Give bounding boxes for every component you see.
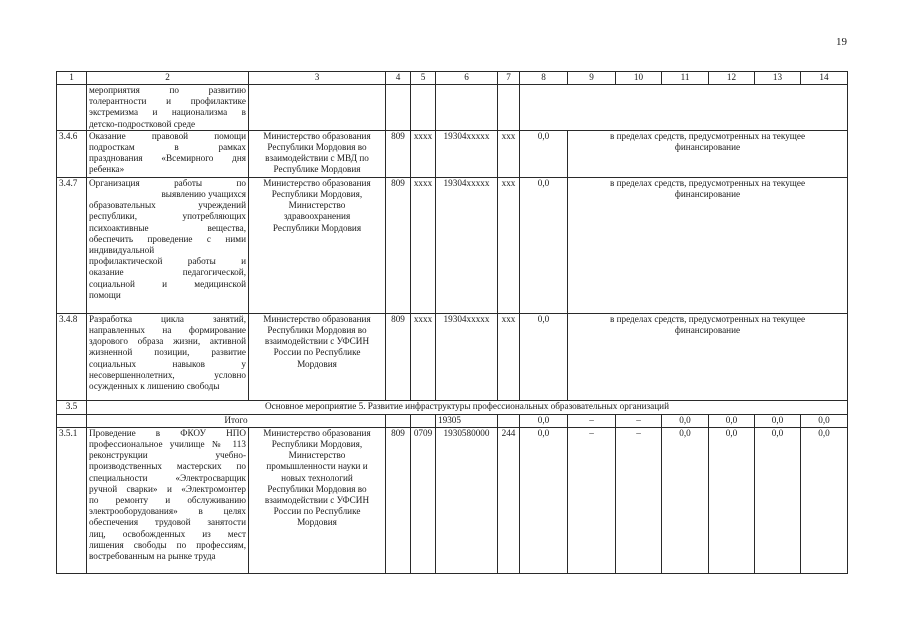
note-line: в пределах средств, предусмотренных на текущее: [609, 313, 806, 324]
cell-rzpr: хххх: [411, 177, 436, 313]
col-header-2: 2: [87, 72, 249, 85]
executor-line: Республики Мордовия,: [271, 439, 363, 450]
cell-grbs: 809: [386, 313, 411, 400]
desc-line: детско-подростковой среде: [89, 118, 196, 129]
note-line: в пределах средств, предусмотренных на текущее: [609, 177, 806, 188]
desc-line: мероприятия по развитию: [89, 85, 246, 95]
executor-line: новых технологий: [281, 472, 353, 483]
note-line: в пределах средств, предусмотренных на текущее: [609, 130, 806, 141]
desc-line: обеспечить проведение с ними: [89, 233, 246, 244]
desc-line: оказание педагогической,: [89, 267, 246, 278]
cell-total: 0,0: [520, 313, 568, 400]
executor-line: Министерство образования: [263, 130, 371, 141]
desc-line: образовательных учреждений: [89, 200, 246, 211]
cell-total: 0,0: [520, 414, 568, 427]
desc-line: направленных на формирование: [89, 325, 246, 336]
desc-line: ручной сварки» и «Электромонтер: [89, 483, 246, 494]
desc-line: празднования «Всемирного дня: [89, 153, 246, 164]
desc-line: лишения свободы по профессиям,: [89, 539, 246, 550]
row-description: [87, 85, 249, 131]
desc-line: толерантности и профилактике: [89, 96, 246, 107]
desc-line: выявлению учащихся: [161, 189, 246, 200]
note-line: финансирование: [674, 325, 741, 336]
row-executor: [249, 427, 386, 573]
desc-line: республики, употребляющих: [89, 211, 246, 222]
col-header-9: 9: [568, 72, 616, 85]
cell-vr: ххх: [498, 130, 520, 177]
table-row-3-5-1: [57, 427, 848, 573]
col-header-14: 14: [801, 72, 848, 85]
row-number: 3.4.8: [57, 313, 87, 400]
desc-line: здорового образа жизни, активной: [89, 336, 246, 347]
row-description: [87, 177, 249, 313]
cell-total: 0,0: [520, 177, 568, 313]
row-description: [87, 130, 249, 177]
cell-year-4: 0,0: [709, 427, 755, 573]
col-header-11: 11: [662, 72, 709, 85]
desc-line: востребованным на рынке труда: [89, 551, 216, 562]
cell-year-4: 0,0: [709, 414, 755, 427]
row-number: 3.4.7: [57, 177, 87, 313]
cell-vr: ххх: [498, 177, 520, 313]
cell-year-6: 0,0: [801, 414, 848, 427]
page-number: 19: [836, 36, 847, 48]
executor-line: Министерство: [288, 200, 346, 211]
row-number: [57, 85, 87, 131]
cell-year-6: 0,0: [801, 427, 848, 573]
col-header-13: 13: [755, 72, 801, 85]
desc-line: индивидуальной: [89, 245, 155, 256]
col-header-6: 6: [436, 72, 498, 85]
executor-line: Республики Мордовия во: [267, 142, 367, 153]
desc-line: подросткам в рамках: [89, 142, 246, 153]
cell-vr: 244: [498, 427, 520, 573]
executor-line: Мордовия: [297, 358, 337, 369]
desc-line: профилактической работы и: [89, 256, 246, 267]
table-row-itogo: [57, 414, 848, 427]
desc-line: лиц, освобожденных из мест: [89, 528, 246, 539]
cell-rzpr: 0709: [411, 427, 436, 573]
executor-line: взаимодействии с МВД по: [265, 153, 369, 164]
desc-line: реконструкции учебно-: [89, 450, 246, 461]
executor-line: Министерство образования: [263, 313, 371, 324]
header-row: [57, 72, 848, 85]
financing-note: [568, 130, 848, 177]
cell-year-1: –: [568, 414, 616, 427]
cell-year-5: 0,0: [755, 427, 801, 573]
desc-line: электрооборудования» в целях: [89, 506, 246, 517]
row-number: 3.5: [57, 400, 87, 414]
executor-line: Республики Мордовия,: [271, 189, 363, 200]
desc-line: Оказание правовой помощи: [89, 130, 246, 141]
cell-grbs: 809: [386, 130, 411, 177]
cell-grbs: 809: [386, 177, 411, 313]
desc-line: социальных навыков у: [89, 358, 246, 369]
executor-line: Министерство образования: [263, 177, 371, 188]
cell-csr: 19305: [436, 414, 498, 427]
cell-year-3: 0,0: [662, 427, 709, 573]
row-number: 3.4.6: [57, 130, 87, 177]
section-title: Основное мероприятие 5. Развитие инфраструктуры профессиональных образовательных организаций: [87, 400, 848, 414]
row-number: 3.5.1: [57, 427, 87, 573]
col-header-5: 5: [411, 72, 436, 85]
cell-vr: ххх: [498, 313, 520, 400]
cell-total: 0,0: [520, 427, 568, 573]
executor-line: взаимодействии с УФСИН: [264, 495, 370, 506]
executor-line: Министерство образования: [263, 427, 371, 438]
cell-year-5: 0,0: [755, 414, 801, 427]
executor-line: промышленности науки и: [266, 461, 368, 472]
executor-line: Республики Мордовия во: [267, 325, 367, 336]
row-executor: [249, 130, 386, 177]
note-line: финансирование: [674, 142, 741, 153]
cell-rzpr: хххх: [411, 313, 436, 400]
executor-line: Республике Мордовия: [273, 164, 361, 175]
total-label: Итого: [87, 414, 386, 427]
table-row-3-4-6: [57, 130, 848, 177]
desc-line: психоактивные вещества,: [89, 222, 246, 233]
desc-line: экстремизма и национализма в: [89, 107, 246, 118]
row-executor: [249, 313, 386, 400]
desc-line: осужденных к лишению свободы: [89, 381, 220, 392]
row-description: [87, 427, 249, 573]
cell-csr: 19304ххххх: [436, 130, 498, 177]
desc-line: профессиональное училище № 113: [89, 439, 246, 450]
desc-line: Проведение в ФКОУ НПО: [89, 427, 246, 438]
cell-year-3: 0,0: [662, 414, 709, 427]
executor-line: здравоохранения: [283, 211, 351, 222]
table-row-continuation: [57, 85, 848, 131]
row-executor: [249, 85, 386, 131]
col-header-8: 8: [520, 72, 568, 85]
cell-grbs: 809: [386, 427, 411, 573]
cell-csr: 19304ххххх: [436, 313, 498, 400]
executor-line: России по Республике: [273, 347, 361, 358]
col-header-7: 7: [498, 72, 520, 85]
col-header-10: 10: [616, 72, 662, 85]
col-header-1: 1: [57, 72, 87, 85]
desc-line: производственных мастерских по: [89, 461, 246, 472]
program-table: [56, 71, 848, 574]
desc-line: по ремонту и обслуживанию: [89, 495, 246, 506]
desc-line: жизненной позиции, развитие: [89, 347, 246, 358]
cell-year-2: –: [616, 414, 662, 427]
cell-year-1: –: [568, 427, 616, 573]
cell-csr: 19304ххххх: [436, 177, 498, 313]
executor-line: Министерство: [288, 450, 346, 461]
table-row-3-4-7: [57, 177, 848, 313]
desc-line: социальной и медицинской: [89, 278, 246, 289]
executor-line: Мордовия: [297, 517, 337, 528]
financing-note: [568, 177, 848, 313]
desc-line: Организация работы по: [89, 177, 246, 188]
note-line: финансирование: [674, 189, 741, 200]
desc-line: несовершеннолетних, условно: [89, 369, 246, 380]
row-description: [87, 313, 249, 400]
table-row-3-5: [57, 400, 848, 414]
financing-note: [568, 313, 848, 400]
table-row-3-4-8: [57, 313, 848, 400]
col-header-4: 4: [386, 72, 411, 85]
desc-line: ребенка»: [89, 164, 125, 175]
cell-total: 0,0: [520, 130, 568, 177]
executor-line: Республики Мордовия: [272, 222, 362, 233]
col-header-12: 12: [709, 72, 755, 85]
executor-line: России по Республике: [273, 506, 361, 517]
col-header-3: 3: [249, 72, 386, 85]
desc-line: помощи: [89, 289, 121, 300]
desc-line: Разработка цикла занятий,: [89, 313, 246, 324]
row-executor: [249, 177, 386, 313]
cell-csr: 1930580000: [436, 427, 498, 573]
executor-line: Республики Мордовия во: [267, 483, 367, 494]
desc-line: обеспечения трудовой занятости: [89, 517, 246, 528]
desc-line: специальности «Электросварщик: [89, 472, 246, 483]
cell-rzpr: хххх: [411, 130, 436, 177]
executor-line: взаимодействии с УФСИН: [264, 336, 370, 347]
cell-year-2: –: [616, 427, 662, 573]
